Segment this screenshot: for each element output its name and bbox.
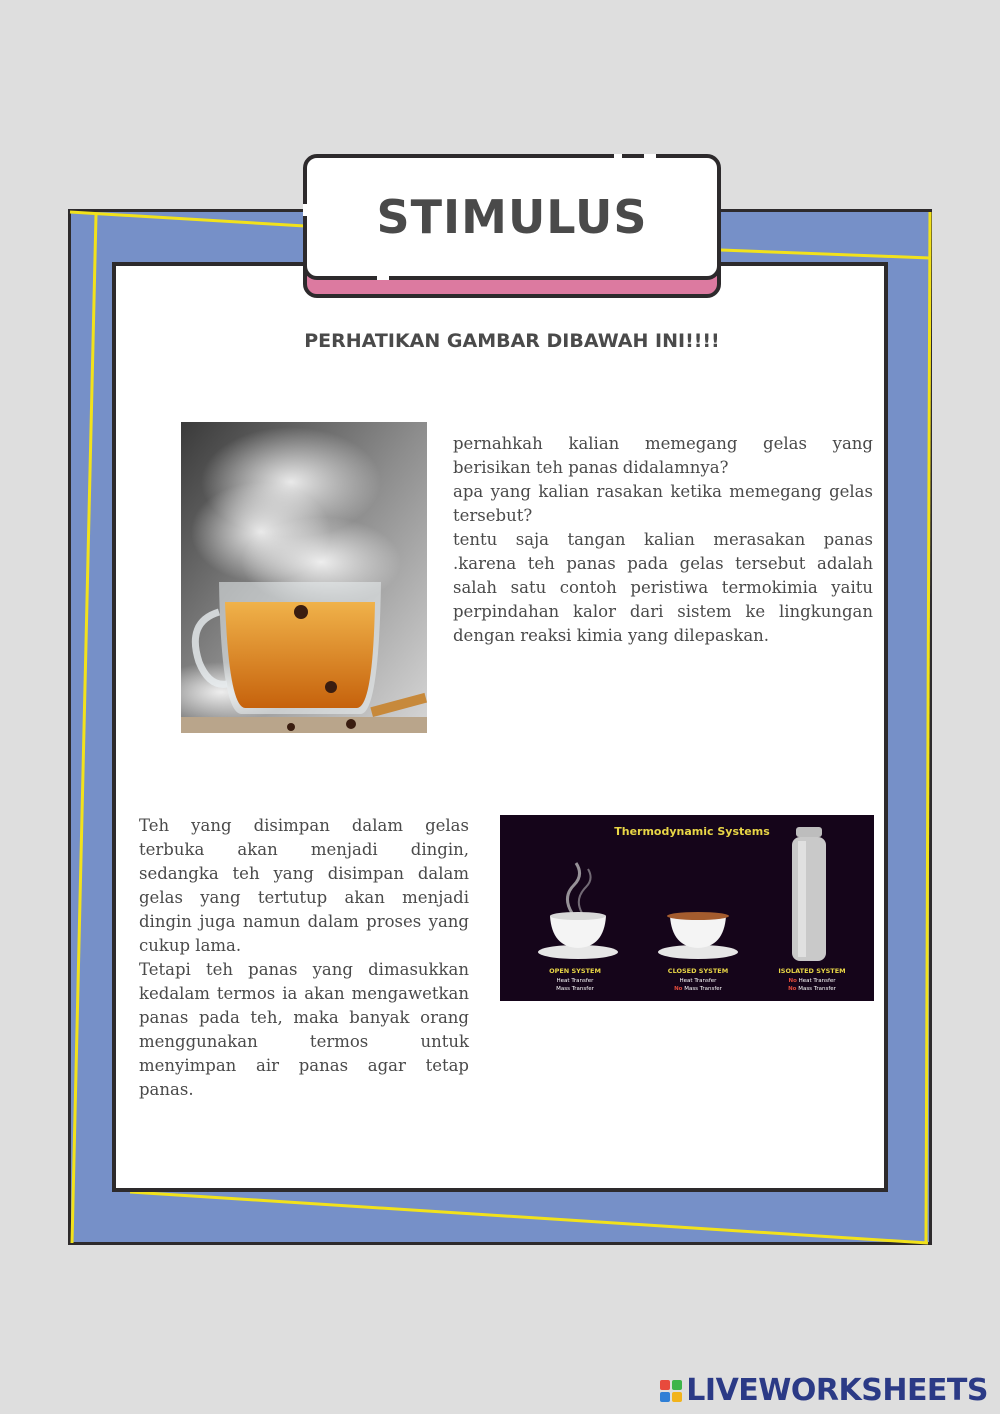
explanation-paragraph: Tetapi teh panas yang dimasukkan kedalam termos ia akan mengawetkan panas pada teh, maka banyak orang menggunakan termos untuk menyimpan air panas agar tetap panas.: [139, 960, 469, 1099]
intro-paragraph: apa yang kalian rasakan ketika memegang gelas tersebut?: [453, 482, 873, 525]
instruction-heading: PERHATIKAN GAMBAR DIBAWAH INI!!!!: [304, 330, 720, 352]
explanation-text: [139, 814, 469, 1102]
figure-title: Thermodynamic Systems: [614, 825, 770, 838]
open-system-details: Heat Transfer Mass Transfer: [556, 978, 594, 992]
title-box-gap: [644, 154, 656, 158]
thermodynamic-systems-figure: [500, 815, 874, 1001]
logo-blocks-icon: [660, 1380, 682, 1402]
liveworksheets-logo[interactable]: [660, 1373, 988, 1408]
title-box-gap: [303, 204, 307, 216]
explanation-paragraph: Teh yang disimpan dalam gelas terbuka akan menjadi dingin, sedangka teh yang disimpan dalam gelas yang tertutup akan menjadi dingin juga namun dalam proses yang cukup lama.: [139, 816, 469, 955]
tea-glass-photo: [181, 422, 427, 733]
logo-text: LIVEWORKSHEETS: [686, 1373, 988, 1408]
intro-text: [453, 432, 873, 648]
title-box: [303, 154, 721, 280]
intro-paragraph: pernahkah kalian memegang gelas yang berisikan teh panas didalamnya?: [453, 434, 873, 477]
title-box-gap: [377, 276, 389, 280]
title-box-gap: [614, 154, 622, 158]
closed-system-label: CLOSED SYSTEM: [667, 967, 729, 975]
isolated-system-label: ISOLATED SYSTEM: [778, 967, 846, 975]
closed-system-details: Heat Transfer No Mass Transfer: [674, 978, 722, 992]
intro-paragraph: tentu saja tangan kalian merasakan panas .karena teh panas pada gelas tersebut adalah salah satu contoh peristiwa termokimia yaitu perpindahan kalor dari sistem ke lingkungan dengan reaksi kimia yang dilepaskan.: [453, 530, 873, 645]
page-title: STIMULUS: [376, 190, 648, 244]
open-system-label: OPEN SYSTEM: [549, 967, 601, 975]
isolated-system-details: No Heat Transfer No Mass Transfer: [788, 978, 836, 992]
